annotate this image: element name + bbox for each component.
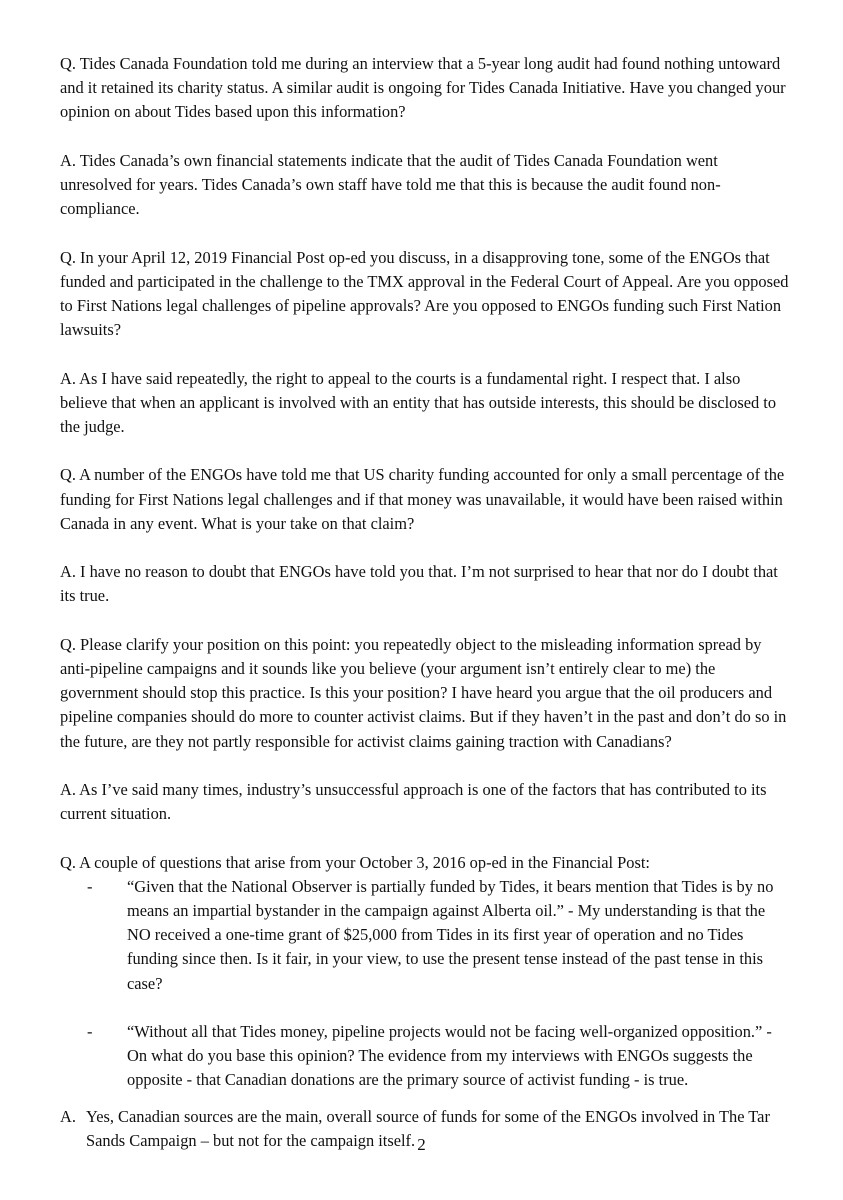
question-5-intro: Q. A couple of questions that arise from your October 3, 2016 op-ed in the Financial Post: (60, 852, 650, 872)
list-item (79, 875, 790, 996)
page-number: 2 (417, 1135, 426, 1154)
question-2: Q. In your April 12, 2019 Financial Post op-ed you discuss, in a disapproving tone, some of the ENGOs that funded and participated in the challenge to the TMX approval in the Federal Court of Appeal. Are you opposed to First Nations legal challenges of pipeline approvals? Are you opposed to ENGOs funding such First Nation lawsuits? (60, 247, 789, 340)
document-body (60, 52, 790, 1153)
list-item-text: “Given that the National Observer is partially funded by Tides, it bears mention that Tides is by no means an impartial bystander in the campaign against Alberta oil.” - My understanding is that the NO received a one-time grant of $25,000 from Tides in its first year of operation and no Tides funding since then. Is it fair, in your view, to use the present tense instead of the past tense in this case? (127, 876, 774, 993)
question-3: Q. A number of the ENGOs have told me that US charity funding accounted for only a small percentage of the funding for First Nations legal challenges and if that money was unavailable, it would have been raised within Canada in any event. What is your take on that claim? (60, 465, 785, 533)
question-5-list (60, 875, 790, 1093)
list-marker: - (87, 1021, 93, 1041)
list-item-text: “Without all that Tides money, pipeline projects would not be facing well-organized opposition.” - On what do you base this opinion? The evidence from my interviews with ENGOs suggests the opposite - that Canadian donations are the primary source of activist funding - is true. (127, 1021, 772, 1090)
list-marker: - (87, 876, 93, 896)
list-item (79, 1020, 790, 1093)
answer-3: A. I have no reason to doubt that ENGOs have told you that. I’m not surprised to hear that nor do I doubt that its true. (60, 562, 778, 606)
question-1: Q. Tides Canada Foundation told me during an interview that a 5-year long audit had found nothing untoward and it retained its charity status. A similar audit is ongoing for Tides Canada Initiative. Have you changed your opinion on about Tides based upon this information? (60, 54, 786, 122)
answer-5-text: Yes, Canadian sources are the main, overall source of funds for some of the ENGOs involved in The Tar Sands Campaign – but not for the campaign itself. (86, 1106, 770, 1150)
question-4: Q. Please clarify your position on this point: you repeatedly object to the misleading information spread by anti-pipeline campaigns and it sounds like you believe (your argument isn’t entirely clear to me) the government should stop this practice. Is this your position? I have heard you argue that the oil producers and pipeline companies should do more to counter activist claims. But if they haven’t in the past and don’t do so in the future, are they not partly responsible for activist claims gaining traction with Canadians? (60, 634, 787, 751)
answer-4: A. As I’ve said many times, industry’s unsuccessful approach is one of the factors that has contributed to its current situation. (60, 779, 767, 824)
answer-label: A. (60, 1106, 76, 1126)
answer-1: A. Tides Canada’s own financial statements indicate that the audit of Tides Canada Foundation went unresolved for years. Tides Canada’s own staff have told me that this is because the audit found non-compliance. (60, 150, 721, 219)
answer-2: A. As I have said repeatedly, the right to appeal to the courts is a fundamental right. I respect that. I also believe that when an applicant is involved with an entity that has outside interests, this should be disclosed to the judge. (60, 368, 777, 436)
